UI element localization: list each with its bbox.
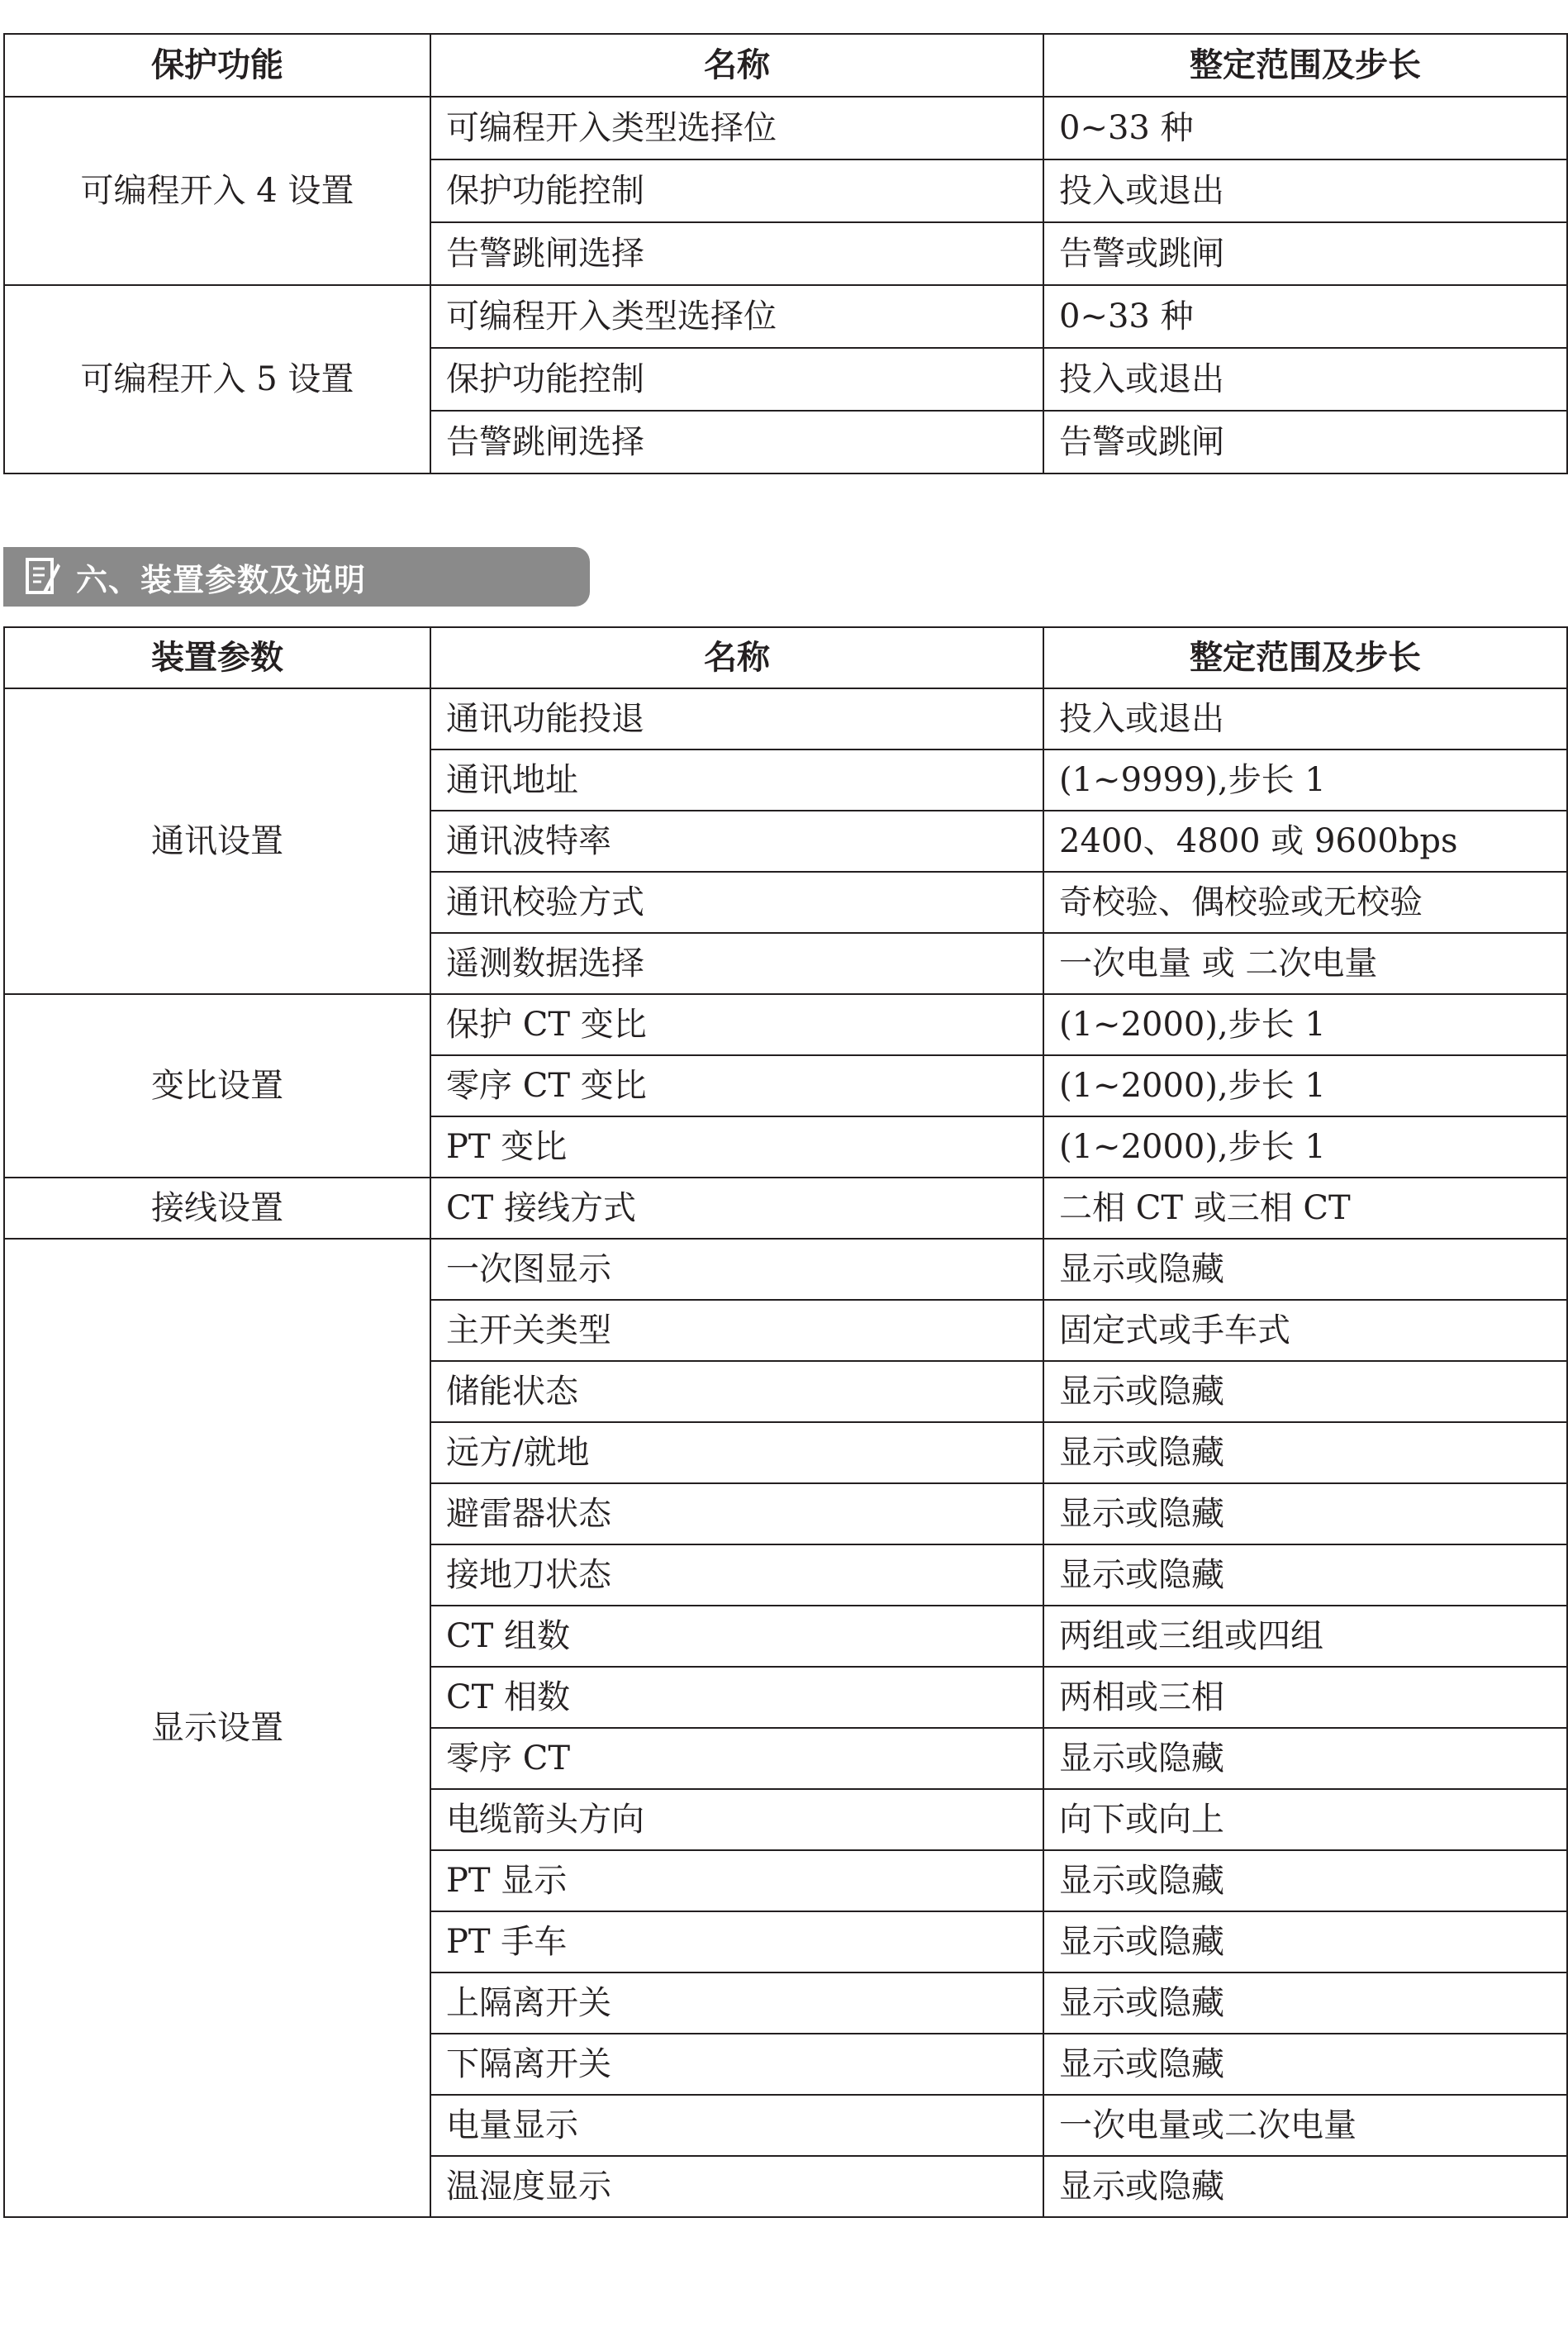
name-cell: 告警跳闸选择	[430, 222, 1043, 285]
table-row	[4, 994, 1567, 1055]
group-label-cell: 可编程开入 5 设置	[4, 285, 430, 473]
name-cell: 通讯校验方式	[430, 872, 1043, 933]
name-cell: 保护功能控制	[430, 159, 1043, 222]
range-cell: 投入或退出	[1043, 688, 1567, 749]
name-cell: 通讯波特率	[430, 811, 1043, 872]
range-cell: 0~33 种	[1043, 97, 1567, 159]
name-cell: 零序 CT	[430, 1728, 1043, 1789]
column-header-range: 整定范围及步长	[1043, 34, 1567, 97]
name-cell: PT 手车	[430, 1911, 1043, 1972]
column-header-name: 名称	[430, 627, 1043, 688]
range-cell: (1~9999),步长 1	[1043, 749, 1567, 811]
section-marker-icon	[25, 557, 61, 597]
range-cell: 投入或退出	[1043, 348, 1567, 411]
name-cell: PT 变比	[430, 1116, 1043, 1178]
range-cell: 二相 CT 或三相 CT	[1043, 1178, 1567, 1239]
name-cell: 电量显示	[430, 2095, 1043, 2156]
name-cell: PT 显示	[430, 1850, 1043, 1911]
range-cell: 2400、4800 或 9600bps	[1043, 811, 1567, 872]
range-cell: 显示或隐藏	[1043, 1422, 1567, 1483]
group-label-cell: 显示设置	[4, 1239, 430, 2217]
range-cell: 显示或隐藏	[1043, 2156, 1567, 2217]
name-cell: 遥测数据选择	[430, 933, 1043, 994]
name-cell: 可编程开入类型选择位	[430, 285, 1043, 348]
name-cell: 告警跳闸选择	[430, 411, 1043, 473]
range-cell: 显示或隐藏	[1043, 1483, 1567, 1544]
group-label-cell: 接线设置	[4, 1178, 430, 1239]
range-cell: 投入或退出	[1043, 159, 1567, 222]
range-cell: 显示或隐藏	[1043, 1728, 1567, 1789]
range-cell: 向下或向上	[1043, 1789, 1567, 1850]
table-row	[4, 285, 1567, 348]
table-header-row	[4, 34, 1567, 97]
name-cell: 接地刀状态	[430, 1544, 1043, 1606]
range-cell: 一次电量或二次电量	[1043, 2095, 1567, 2156]
name-cell: CT 接线方式	[430, 1178, 1043, 1239]
group-label-cell: 变比设置	[4, 994, 430, 1178]
range-cell: 显示或隐藏	[1043, 1239, 1567, 1300]
name-cell: CT 组数	[430, 1606, 1043, 1667]
name-cell: 下隔离开关	[430, 2034, 1043, 2095]
table-row	[4, 97, 1567, 159]
range-cell: 一次电量 或 二次电量	[1043, 933, 1567, 994]
range-cell: 告警或跳闸	[1043, 222, 1567, 285]
name-cell: 电缆箭头方向	[430, 1789, 1043, 1850]
name-cell: 储能状态	[430, 1361, 1043, 1422]
range-cell: 显示或隐藏	[1043, 2034, 1567, 2095]
range-cell: 奇校验、偶校验或无校验	[1043, 872, 1567, 933]
range-cell: (1~2000),步长 1	[1043, 994, 1567, 1055]
name-cell: 零序 CT 变比	[430, 1055, 1043, 1116]
name-cell: 温湿度显示	[430, 2156, 1043, 2217]
name-cell: 保护功能控制	[430, 348, 1043, 411]
table-header-row	[4, 627, 1567, 688]
range-cell: 两相或三相	[1043, 1667, 1567, 1728]
range-cell: (1~2000),步长 1	[1043, 1116, 1567, 1178]
group-label-cell: 可编程开入 4 设置	[4, 97, 430, 285]
section-header	[3, 547, 590, 607]
name-cell: 可编程开入类型选择位	[430, 97, 1043, 159]
name-cell: 上隔离开关	[430, 1972, 1043, 2034]
range-cell: 显示或隐藏	[1043, 1911, 1567, 1972]
column-header-name: 名称	[430, 34, 1043, 97]
name-cell: 主开关类型	[430, 1300, 1043, 1361]
table-row	[4, 1178, 1567, 1239]
range-cell: 显示或隐藏	[1043, 1972, 1567, 2034]
range-cell: 两组或三组或四组	[1043, 1606, 1567, 1667]
column-header-function: 保护功能	[4, 34, 430, 97]
range-cell: 固定式或手车式	[1043, 1300, 1567, 1361]
name-cell: 通讯地址	[430, 749, 1043, 811]
range-cell: 显示或隐藏	[1043, 1544, 1567, 1606]
column-header-parameter: 装置参数	[4, 627, 430, 688]
range-cell: (1~2000),步长 1	[1043, 1055, 1567, 1116]
table-row	[4, 688, 1567, 749]
range-cell: 告警或跳闸	[1043, 411, 1567, 473]
name-cell: 一次图显示	[430, 1239, 1043, 1300]
name-cell: 通讯功能投退	[430, 688, 1043, 749]
range-cell: 0~33 种	[1043, 285, 1567, 348]
name-cell: 远方/就地	[430, 1422, 1043, 1483]
name-cell: 保护 CT 变比	[430, 994, 1043, 1055]
range-cell: 显示或隐藏	[1043, 1361, 1567, 1422]
name-cell: 避雷器状态	[430, 1483, 1043, 1544]
column-header-range: 整定范围及步长	[1043, 627, 1567, 688]
device-parameters-table	[3, 626, 1568, 2218]
name-cell: CT 相数	[430, 1667, 1043, 1728]
section-title: 六、装置参数及说明	[76, 561, 367, 598]
group-label-cell: 通讯设置	[4, 688, 430, 994]
protection-settings-table	[3, 33, 1568, 474]
table-row	[4, 1239, 1567, 1300]
range-cell: 显示或隐藏	[1043, 1850, 1567, 1911]
